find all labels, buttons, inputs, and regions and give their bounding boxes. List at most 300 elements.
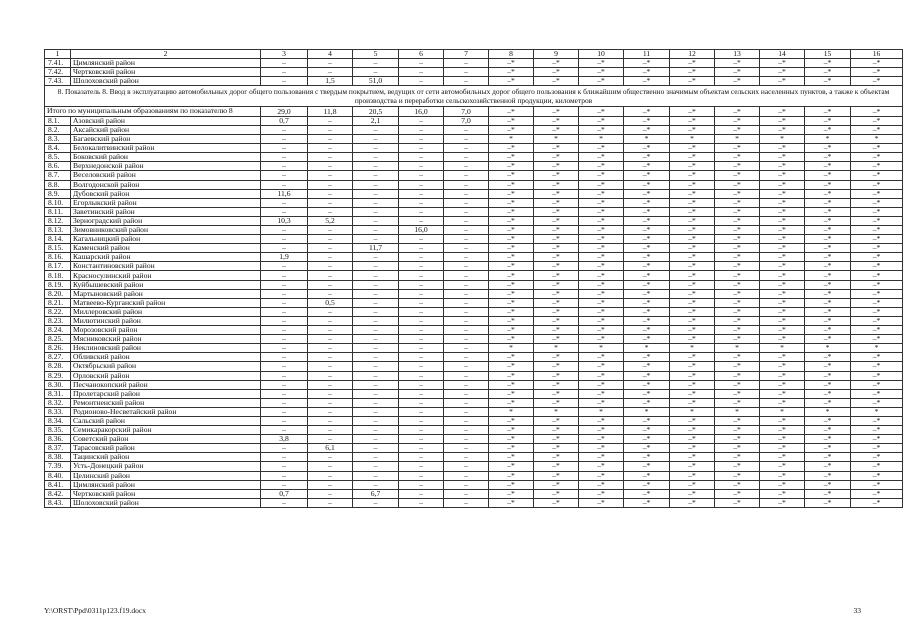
value-cell: –* (760, 280, 805, 289)
value-cell: –* (851, 426, 903, 435)
value-cell: – (399, 389, 444, 398)
value-cell: –* (624, 371, 670, 380)
value-cell: –* (760, 426, 805, 435)
value-cell: –* (760, 307, 805, 316)
value-cell: –* (534, 426, 579, 435)
table-row (45, 480, 903, 489)
value-cell: –* (579, 180, 624, 189)
header-row (45, 50, 903, 59)
table-row (45, 244, 903, 253)
value-cell: –* (489, 289, 534, 298)
value-cell: – (353, 153, 399, 162)
table-row (45, 489, 903, 498)
value-cell: * (624, 407, 670, 416)
value-cell: –* (579, 453, 624, 462)
value-cell: –* (715, 316, 760, 325)
district-name: Багаевский район (71, 135, 261, 144)
value-cell: – (444, 171, 489, 180)
value-cell: – (399, 144, 444, 153)
value-cell: –* (715, 216, 760, 225)
value-cell: –* (851, 153, 903, 162)
value-cell: –* (715, 353, 760, 362)
value-cell: – (399, 471, 444, 480)
district-name: Егорлыкский район (71, 198, 261, 207)
value-cell: –* (670, 271, 715, 280)
table-row (45, 116, 903, 125)
district-name: Зерноградский район (71, 216, 261, 225)
value-cell: –* (715, 171, 760, 180)
value-cell: –* (670, 480, 715, 489)
value-cell: –* (579, 198, 624, 207)
value-cell: –* (715, 207, 760, 216)
value-cell: – (308, 244, 353, 253)
value-cell: – (399, 207, 444, 216)
value-cell: –* (760, 298, 805, 307)
value-cell: –* (760, 216, 805, 225)
row-number: 8.22. (45, 307, 71, 316)
row-number: 8.27. (45, 353, 71, 362)
value-cell: – (444, 144, 489, 153)
value-cell: –* (760, 462, 805, 471)
value-cell: –* (534, 144, 579, 153)
district-name: Белокалитвинский район (71, 144, 261, 153)
value-cell: – (353, 216, 399, 225)
value-cell: – (444, 271, 489, 280)
value-cell: –* (579, 207, 624, 216)
column-number-header: 2 (71, 50, 261, 59)
value-cell: –* (851, 353, 903, 362)
value-cell: – (444, 353, 489, 362)
district-name: Пролетарский район (71, 389, 261, 398)
row-number: 8.43. (45, 498, 71, 507)
row-number: 7.42. (45, 68, 71, 77)
value-cell: –* (715, 144, 760, 153)
value-cell: – (444, 77, 489, 86)
value-cell: – (308, 59, 353, 68)
value-cell: – (308, 426, 353, 435)
row-number: 8.25. (45, 335, 71, 344)
value-cell: –* (670, 253, 715, 262)
value-cell: –* (534, 498, 579, 507)
value-cell: –* (579, 253, 624, 262)
page-number: 33 (853, 606, 861, 615)
value-cell: – (353, 207, 399, 216)
district-name: Константиновский район (71, 262, 261, 271)
table-row (45, 444, 903, 453)
value-cell: – (353, 389, 399, 398)
value-cell: – (444, 462, 489, 471)
value-cell: –* (670, 316, 715, 325)
table-row (45, 407, 903, 416)
value-cell: – (308, 125, 353, 134)
value-cell: – (308, 344, 353, 353)
column-number-header: 12 (670, 50, 715, 59)
district-name: Октябрьский район (71, 362, 261, 371)
value-cell: * (624, 135, 670, 144)
value-cell: – (444, 444, 489, 453)
value-cell: –* (851, 416, 903, 425)
value-cell: –* (624, 125, 670, 134)
value-cell: –* (670, 189, 715, 198)
value-cell: * (851, 407, 903, 416)
value-cell: –* (760, 198, 805, 207)
value-cell: * (624, 344, 670, 353)
row-number: 8.15. (45, 244, 71, 253)
value-cell: 29,0 (261, 107, 308, 117)
row-number: 8.12. (45, 216, 71, 225)
value-cell: –* (579, 389, 624, 398)
value-cell: – (399, 162, 444, 171)
value-cell: – (308, 362, 353, 371)
value-cell: – (308, 416, 353, 425)
value-cell: – (399, 398, 444, 407)
value-cell: – (444, 380, 489, 389)
value-cell: –* (534, 68, 579, 77)
value-cell: –* (805, 444, 851, 453)
value-cell: –* (624, 59, 670, 68)
district-name: Морозовский район (71, 326, 261, 335)
value-cell: –* (851, 189, 903, 198)
value-cell: – (353, 189, 399, 198)
value-cell: –* (489, 335, 534, 344)
value-cell: * (579, 135, 624, 144)
row-number: 8.42. (45, 489, 71, 498)
value-cell: –* (805, 180, 851, 189)
value-cell: – (399, 353, 444, 362)
value-cell: – (261, 453, 308, 462)
row-number: 8.31. (45, 389, 71, 398)
value-cell: –* (851, 380, 903, 389)
value-cell: –* (624, 462, 670, 471)
value-cell: – (399, 180, 444, 189)
value-cell: – (308, 335, 353, 344)
district-name: Чертковский район (71, 68, 261, 77)
value-cell: –* (715, 498, 760, 507)
value-cell: –* (851, 389, 903, 398)
value-cell: –* (805, 262, 851, 271)
row-number: 8.40. (45, 471, 71, 480)
value-cell: –* (579, 68, 624, 77)
value-cell: 1,5 (308, 77, 353, 86)
value-cell: –* (760, 68, 805, 77)
column-number-header: 13 (715, 50, 760, 59)
value-cell: –* (805, 216, 851, 225)
value-cell: –* (805, 198, 851, 207)
value-cell: – (308, 226, 353, 235)
value-cell: –* (670, 244, 715, 253)
value-cell: –* (851, 453, 903, 462)
district-name: Чертковский район (71, 489, 261, 498)
table-row (45, 462, 903, 471)
value-cell: – (308, 68, 353, 77)
value-cell: –* (489, 153, 534, 162)
value-cell: * (851, 135, 903, 144)
value-cell: –* (534, 462, 579, 471)
value-cell: –* (760, 471, 805, 480)
value-cell: –* (805, 480, 851, 489)
value-cell: – (399, 244, 444, 253)
value-cell: – (399, 344, 444, 353)
district-name: Дубовский район (71, 189, 261, 198)
value-cell: –* (760, 380, 805, 389)
table-body (45, 50, 903, 508)
value-cell: – (399, 498, 444, 507)
value-cell: –* (670, 162, 715, 171)
value-cell: –* (805, 307, 851, 316)
value-cell: – (308, 371, 353, 380)
indicator-table (44, 49, 903, 508)
value-cell: –* (805, 435, 851, 444)
value-cell: – (444, 198, 489, 207)
value-cell: – (353, 407, 399, 416)
value-cell: – (444, 280, 489, 289)
value-cell: –* (760, 189, 805, 198)
value-cell: –* (579, 398, 624, 407)
value-cell: –* (624, 453, 670, 462)
value-cell: –* (489, 216, 534, 225)
value-cell: –* (489, 416, 534, 425)
value-cell: –* (715, 471, 760, 480)
value-cell: –* (579, 171, 624, 180)
value-cell: – (353, 226, 399, 235)
value-cell: –* (760, 162, 805, 171)
column-number-header: 10 (579, 50, 624, 59)
value-cell: * (715, 407, 760, 416)
value-cell: –* (489, 398, 534, 407)
value-cell: – (399, 59, 444, 68)
column-number-header: 11 (624, 50, 670, 59)
value-cell: – (308, 462, 353, 471)
value-cell: –* (670, 426, 715, 435)
district-name: Кашарский район (71, 253, 261, 262)
value-cell: – (261, 389, 308, 398)
value-cell: –* (805, 116, 851, 125)
value-cell: –* (851, 480, 903, 489)
value-cell: –* (851, 171, 903, 180)
value-cell: – (444, 435, 489, 444)
value-cell: –* (534, 389, 579, 398)
value-cell: –* (534, 435, 579, 444)
value-cell: –* (624, 426, 670, 435)
value-cell: –* (805, 162, 851, 171)
value-cell: – (308, 398, 353, 407)
value-cell: – (444, 289, 489, 298)
value-cell: – (353, 289, 399, 298)
row-number: 7.43. (45, 77, 71, 86)
value-cell: –* (760, 435, 805, 444)
row-number: 8.2. (45, 125, 71, 134)
value-cell: – (308, 489, 353, 498)
value-cell: –* (534, 244, 579, 253)
district-name: Мартыновский район (71, 289, 261, 298)
value-cell: –* (851, 326, 903, 335)
value-cell: –* (851, 298, 903, 307)
value-cell: –* (760, 398, 805, 407)
value-cell: – (261, 480, 308, 489)
value-cell: –* (670, 289, 715, 298)
column-number-header: 4 (308, 50, 353, 59)
district-name: Орловский район (71, 371, 261, 380)
value-cell: – (399, 362, 444, 371)
value-cell: – (353, 125, 399, 134)
value-cell: –* (715, 462, 760, 471)
section-title-row (45, 86, 903, 107)
value-cell: * (579, 407, 624, 416)
value-cell: –* (489, 171, 534, 180)
value-cell: –* (534, 171, 579, 180)
value-cell: –* (805, 453, 851, 462)
row-number: 8.33. (45, 407, 71, 416)
value-cell: –* (715, 289, 760, 298)
value-cell: – (444, 316, 489, 325)
value-cell: –* (715, 335, 760, 344)
district-name: Сальский район (71, 416, 261, 425)
value-cell: – (308, 307, 353, 316)
value-cell: – (308, 262, 353, 271)
value-cell: –* (579, 107, 624, 117)
value-cell: – (353, 435, 399, 444)
value-cell: – (353, 344, 399, 353)
value-cell: – (308, 498, 353, 507)
value-cell: –* (534, 235, 579, 244)
value-cell: – (353, 262, 399, 271)
district-name: Азовский район (71, 116, 261, 125)
value-cell: –* (715, 389, 760, 398)
value-cell: –* (805, 59, 851, 68)
table-row (45, 271, 903, 280)
value-cell: –* (534, 489, 579, 498)
value-cell: –* (624, 435, 670, 444)
value-cell: –* (715, 380, 760, 389)
value-cell: –* (489, 498, 534, 507)
value-cell: –* (489, 162, 534, 171)
value-cell: –* (624, 216, 670, 225)
district-name: Боковский район (71, 153, 261, 162)
value-cell: –* (489, 77, 534, 86)
value-cell: –* (670, 59, 715, 68)
value-cell: –* (805, 289, 851, 298)
value-cell: – (308, 453, 353, 462)
value-cell: –* (760, 326, 805, 335)
row-number: 8.36. (45, 435, 71, 444)
row-number: 8.32. (45, 398, 71, 407)
value-cell: – (444, 389, 489, 398)
value-cell: 11,8 (308, 107, 353, 117)
value-cell: –* (489, 125, 534, 134)
value-cell: – (353, 59, 399, 68)
value-cell: – (444, 471, 489, 480)
value-cell: –* (489, 280, 534, 289)
value-cell: –* (805, 462, 851, 471)
district-name: Песчанокопский район (71, 380, 261, 389)
district-name: Аксайский район (71, 125, 261, 134)
value-cell: – (444, 362, 489, 371)
value-cell: –* (670, 116, 715, 125)
value-cell: –* (489, 316, 534, 325)
value-cell: –* (760, 226, 805, 235)
value-cell: –* (579, 289, 624, 298)
district-name: Кагальницкий район (71, 235, 261, 244)
value-cell: –* (805, 207, 851, 216)
value-cell: –* (624, 389, 670, 398)
value-cell: – (353, 198, 399, 207)
row-number: 8.28. (45, 362, 71, 371)
value-cell: –* (670, 216, 715, 225)
value-cell: – (308, 280, 353, 289)
value-cell: –* (715, 235, 760, 244)
value-cell: –* (624, 226, 670, 235)
value-cell: – (308, 135, 353, 144)
value-cell: –* (805, 144, 851, 153)
value-cell: –* (489, 444, 534, 453)
value-cell: – (399, 135, 444, 144)
value-cell: –* (624, 77, 670, 86)
district-name: Шолоховский район (71, 498, 261, 507)
value-cell: – (353, 326, 399, 335)
value-cell: – (444, 68, 489, 77)
column-number-header: 5 (353, 50, 399, 59)
value-cell: – (261, 416, 308, 425)
value-cell: –* (624, 498, 670, 507)
value-cell: – (444, 398, 489, 407)
value-cell: –* (624, 180, 670, 189)
value-cell: –* (579, 362, 624, 371)
value-cell: –* (715, 77, 760, 86)
value-cell: –* (715, 253, 760, 262)
row-number: 8.20. (45, 289, 71, 298)
row-number: 8.8. (45, 180, 71, 189)
value-cell: – (308, 153, 353, 162)
value-cell: –* (579, 144, 624, 153)
row-number: 8.21. (45, 298, 71, 307)
value-cell: –* (534, 316, 579, 325)
value-cell: – (261, 380, 308, 389)
value-cell: –* (760, 353, 805, 362)
value-cell: –* (805, 380, 851, 389)
value-cell: –* (670, 416, 715, 425)
value-cell: – (399, 280, 444, 289)
table-row (45, 226, 903, 235)
value-cell: –* (715, 489, 760, 498)
value-cell: – (444, 335, 489, 344)
value-cell: –* (579, 471, 624, 480)
value-cell: – (444, 59, 489, 68)
value-cell: –* (715, 280, 760, 289)
value-cell: – (444, 135, 489, 144)
value-cell: –* (851, 489, 903, 498)
value-cell: – (444, 426, 489, 435)
column-number-header: 16 (851, 50, 903, 59)
table-row (45, 162, 903, 171)
row-number: 8.30. (45, 380, 71, 389)
value-cell: –* (760, 489, 805, 498)
value-cell: –* (489, 253, 534, 262)
value-cell: –* (715, 68, 760, 77)
value-cell: – (261, 289, 308, 298)
value-cell: –* (715, 226, 760, 235)
value-cell: –* (805, 389, 851, 398)
value-cell: –* (534, 125, 579, 134)
value-cell: –* (851, 262, 903, 271)
value-cell: –* (715, 416, 760, 425)
table-row (45, 398, 903, 407)
value-cell: 11,6 (261, 189, 308, 198)
value-cell: – (399, 68, 444, 77)
value-cell: –* (579, 298, 624, 307)
district-name: Миллеровский район (71, 307, 261, 316)
value-cell: * (851, 344, 903, 353)
value-cell: –* (534, 362, 579, 371)
